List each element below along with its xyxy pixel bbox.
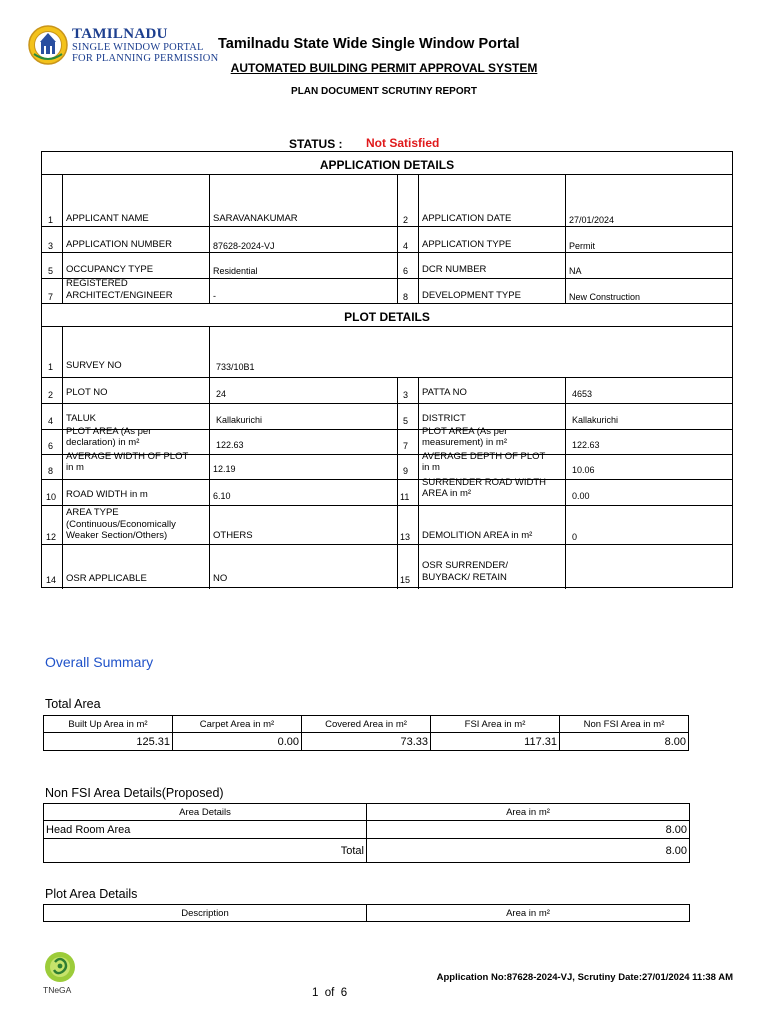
row-number: 3 <box>48 241 54 251</box>
row-number: 3 <box>403 390 409 400</box>
field-value: 24 <box>216 389 227 399</box>
field-value: 4653 <box>572 389 593 399</box>
field-label: PLOT AREA (As per <box>422 426 508 437</box>
tnega-label: TNeGA <box>43 985 72 995</box>
row-number: 15 <box>400 575 411 585</box>
field-label: DCR NUMBER <box>422 264 487 275</box>
row-number: 4 <box>403 241 409 251</box>
field-label: PLOT NO <box>66 387 108 398</box>
row-number: 11 <box>400 492 410 502</box>
details-grid <box>41 151 733 588</box>
field-label: TALUK <box>66 413 96 424</box>
table-cell: 0.00 <box>173 733 302 751</box>
field-label: APPLICANT NAME <box>66 213 149 224</box>
field-value: Kallakurichi <box>572 415 619 425</box>
logo-line-3: FOR PLANNING PERMISSION <box>72 53 219 64</box>
column-header: Non FSI Area in m² <box>560 716 689 733</box>
total-value: 8.00 <box>367 839 690 863</box>
field-label: DEVELOPMENT TYPE <box>422 290 521 301</box>
field-label: DISTRICT <box>422 413 466 424</box>
report-title: PLAN DOCUMENT SCRUTINY REPORT <box>291 86 477 97</box>
field-value: 122.63 <box>572 440 600 450</box>
plot-details-title: PLOT DETAILS <box>344 310 430 324</box>
row-number: 7 <box>48 292 54 302</box>
field-label: ARCHITECT/ENGINEER <box>66 290 173 301</box>
field-label: in m <box>422 462 440 473</box>
field-label: BUYBACK/ RETAIN <box>422 572 507 583</box>
field-value: 87628-2024-VJ <box>213 241 275 251</box>
row-number: 7 <box>403 441 409 451</box>
table-header-row <box>44 804 690 821</box>
overall-summary-heading: Overall Summary <box>45 654 154 670</box>
field-label: OSR SURRENDER/ <box>422 560 509 571</box>
logo-line-2: SINGLE WINDOW PORTAL <box>72 42 204 53</box>
field-label: (Continuous/Economically <box>66 519 176 530</box>
row-number: 8 <box>48 466 54 476</box>
field-value: 10.06 <box>572 465 595 475</box>
row-number: 4 <box>48 416 54 426</box>
field-label: SURVEY NO <box>66 360 122 371</box>
total-area-heading: Total Area <box>45 697 101 711</box>
column-header: Carpet Area in m² <box>173 716 302 733</box>
column-header: FSI Area in m² <box>431 716 560 733</box>
row-number: 10 <box>46 492 57 502</box>
field-label: OCCUPANCY TYPE <box>66 264 154 275</box>
table-cell: 117.31 <box>431 733 560 751</box>
row-number: 5 <box>403 416 409 426</box>
field-label: in m <box>66 462 84 473</box>
column-header: Area in m² <box>367 804 690 821</box>
field-value: 12.19 <box>213 464 236 474</box>
field-value: OTHERS <box>213 530 253 541</box>
row-number: 1 <box>48 362 54 372</box>
field-value: NA <box>569 266 582 276</box>
table-cell: 73.33 <box>302 733 431 751</box>
table-row <box>44 821 690 839</box>
column-header: Covered Area in m² <box>302 716 431 733</box>
row-number: 14 <box>46 575 57 585</box>
field-label: PLOT AREA (As per <box>66 426 152 437</box>
field-label: OSR APPLICABLE <box>66 573 147 584</box>
field-label: DEMOLITION AREA in m² <box>422 530 533 541</box>
field-value: New Construction <box>569 292 641 302</box>
field-value: NO <box>213 573 228 584</box>
footer-application-info: Application No:87628-2024-VJ, Scrutiny Date:27/01/2024 11:38 AM <box>436 972 733 983</box>
row-number: 5 <box>48 266 54 276</box>
non-fsi-heading: Non FSI Area Details(Proposed) <box>45 786 224 800</box>
status-value: Not Satisfied <box>366 136 440 150</box>
table-cell: 8.00 <box>560 733 689 751</box>
application-details-title: APPLICATION DETAILS <box>319 158 455 172</box>
field-label: REGISTERED <box>66 278 128 289</box>
field-label: PATTA NO <box>422 387 467 398</box>
column-header: Built Up Area in m² <box>44 716 173 733</box>
table-cell: 125.31 <box>44 733 173 751</box>
field-label: Weaker Section/Others) <box>66 530 168 541</box>
table-header-row <box>44 905 690 922</box>
row-number: 13 <box>400 532 411 542</box>
row-number: 6 <box>403 266 409 276</box>
field-value: SARAVANAKUMAR <box>213 213 298 224</box>
status-label: STATUS : <box>289 137 343 151</box>
table-cell: 8.00 <box>367 821 690 839</box>
field-value: 27/01/2024 <box>569 215 615 225</box>
field-label: APPLICATION TYPE <box>422 239 512 250</box>
row-number: 9 <box>403 466 409 476</box>
row-number: 2 <box>403 215 409 225</box>
field-value: 733/10B1 <box>216 362 255 372</box>
row-number: 2 <box>48 390 54 400</box>
field-label: APPLICATION NUMBER <box>66 239 172 250</box>
field-value: Residential <box>213 266 258 276</box>
field-label: AVERAGE WIDTH OF PLOT <box>66 451 189 462</box>
total-label: Total <box>44 839 367 863</box>
portal-title: Tamilnadu State Wide Single Window Portal <box>218 36 520 52</box>
total-area-table <box>43 715 689 751</box>
field-value: 6.10 <box>213 491 231 501</box>
page-indicator: 1 of 6 <box>312 987 348 999</box>
field-label: measurement) in m² <box>422 437 507 448</box>
portal-logo-text <box>72 27 218 64</box>
field-label: ROAD WIDTH in m <box>66 489 148 500</box>
logo-line-1: TAMILNADU <box>72 26 168 42</box>
table-header-row <box>44 716 689 733</box>
table-cell: Head Room Area <box>44 821 367 839</box>
non-fsi-table <box>43 803 690 863</box>
tn-emblem-icon <box>28 24 68 66</box>
field-label: APPLICATION DATE <box>422 213 512 224</box>
table-total-row <box>44 839 690 863</box>
field-value: - <box>213 291 216 301</box>
column-header: Area Details <box>44 804 367 821</box>
field-value: Permit <box>569 241 596 251</box>
table-row <box>44 733 689 751</box>
row-number: 12 <box>46 532 57 542</box>
system-title: AUTOMATED BUILDING PERMIT APPROVAL SYSTEM <box>230 61 538 75</box>
column-header: Area in m² <box>367 905 690 922</box>
field-value: 0 <box>572 532 578 542</box>
row-number: 8 <box>403 292 409 302</box>
field-label: AREA in m² <box>422 488 472 499</box>
field-value: 0.00 <box>572 491 590 501</box>
plot-area-heading: Plot Area Details <box>45 887 138 901</box>
field-value: Kallakurichi <box>216 415 263 425</box>
field-label: AVERAGE DEPTH OF PLOT <box>422 451 546 462</box>
field-label: SURRENDER ROAD WIDTH <box>422 477 547 488</box>
column-header: Description <box>44 905 367 922</box>
field-label: declaration) in m² <box>66 437 140 448</box>
plot-area-table <box>43 904 690 922</box>
field-label: AREA TYPE <box>66 507 119 518</box>
row-number: 6 <box>48 441 54 451</box>
row-number: 1 <box>48 215 54 225</box>
field-value: 122.63 <box>216 440 244 450</box>
